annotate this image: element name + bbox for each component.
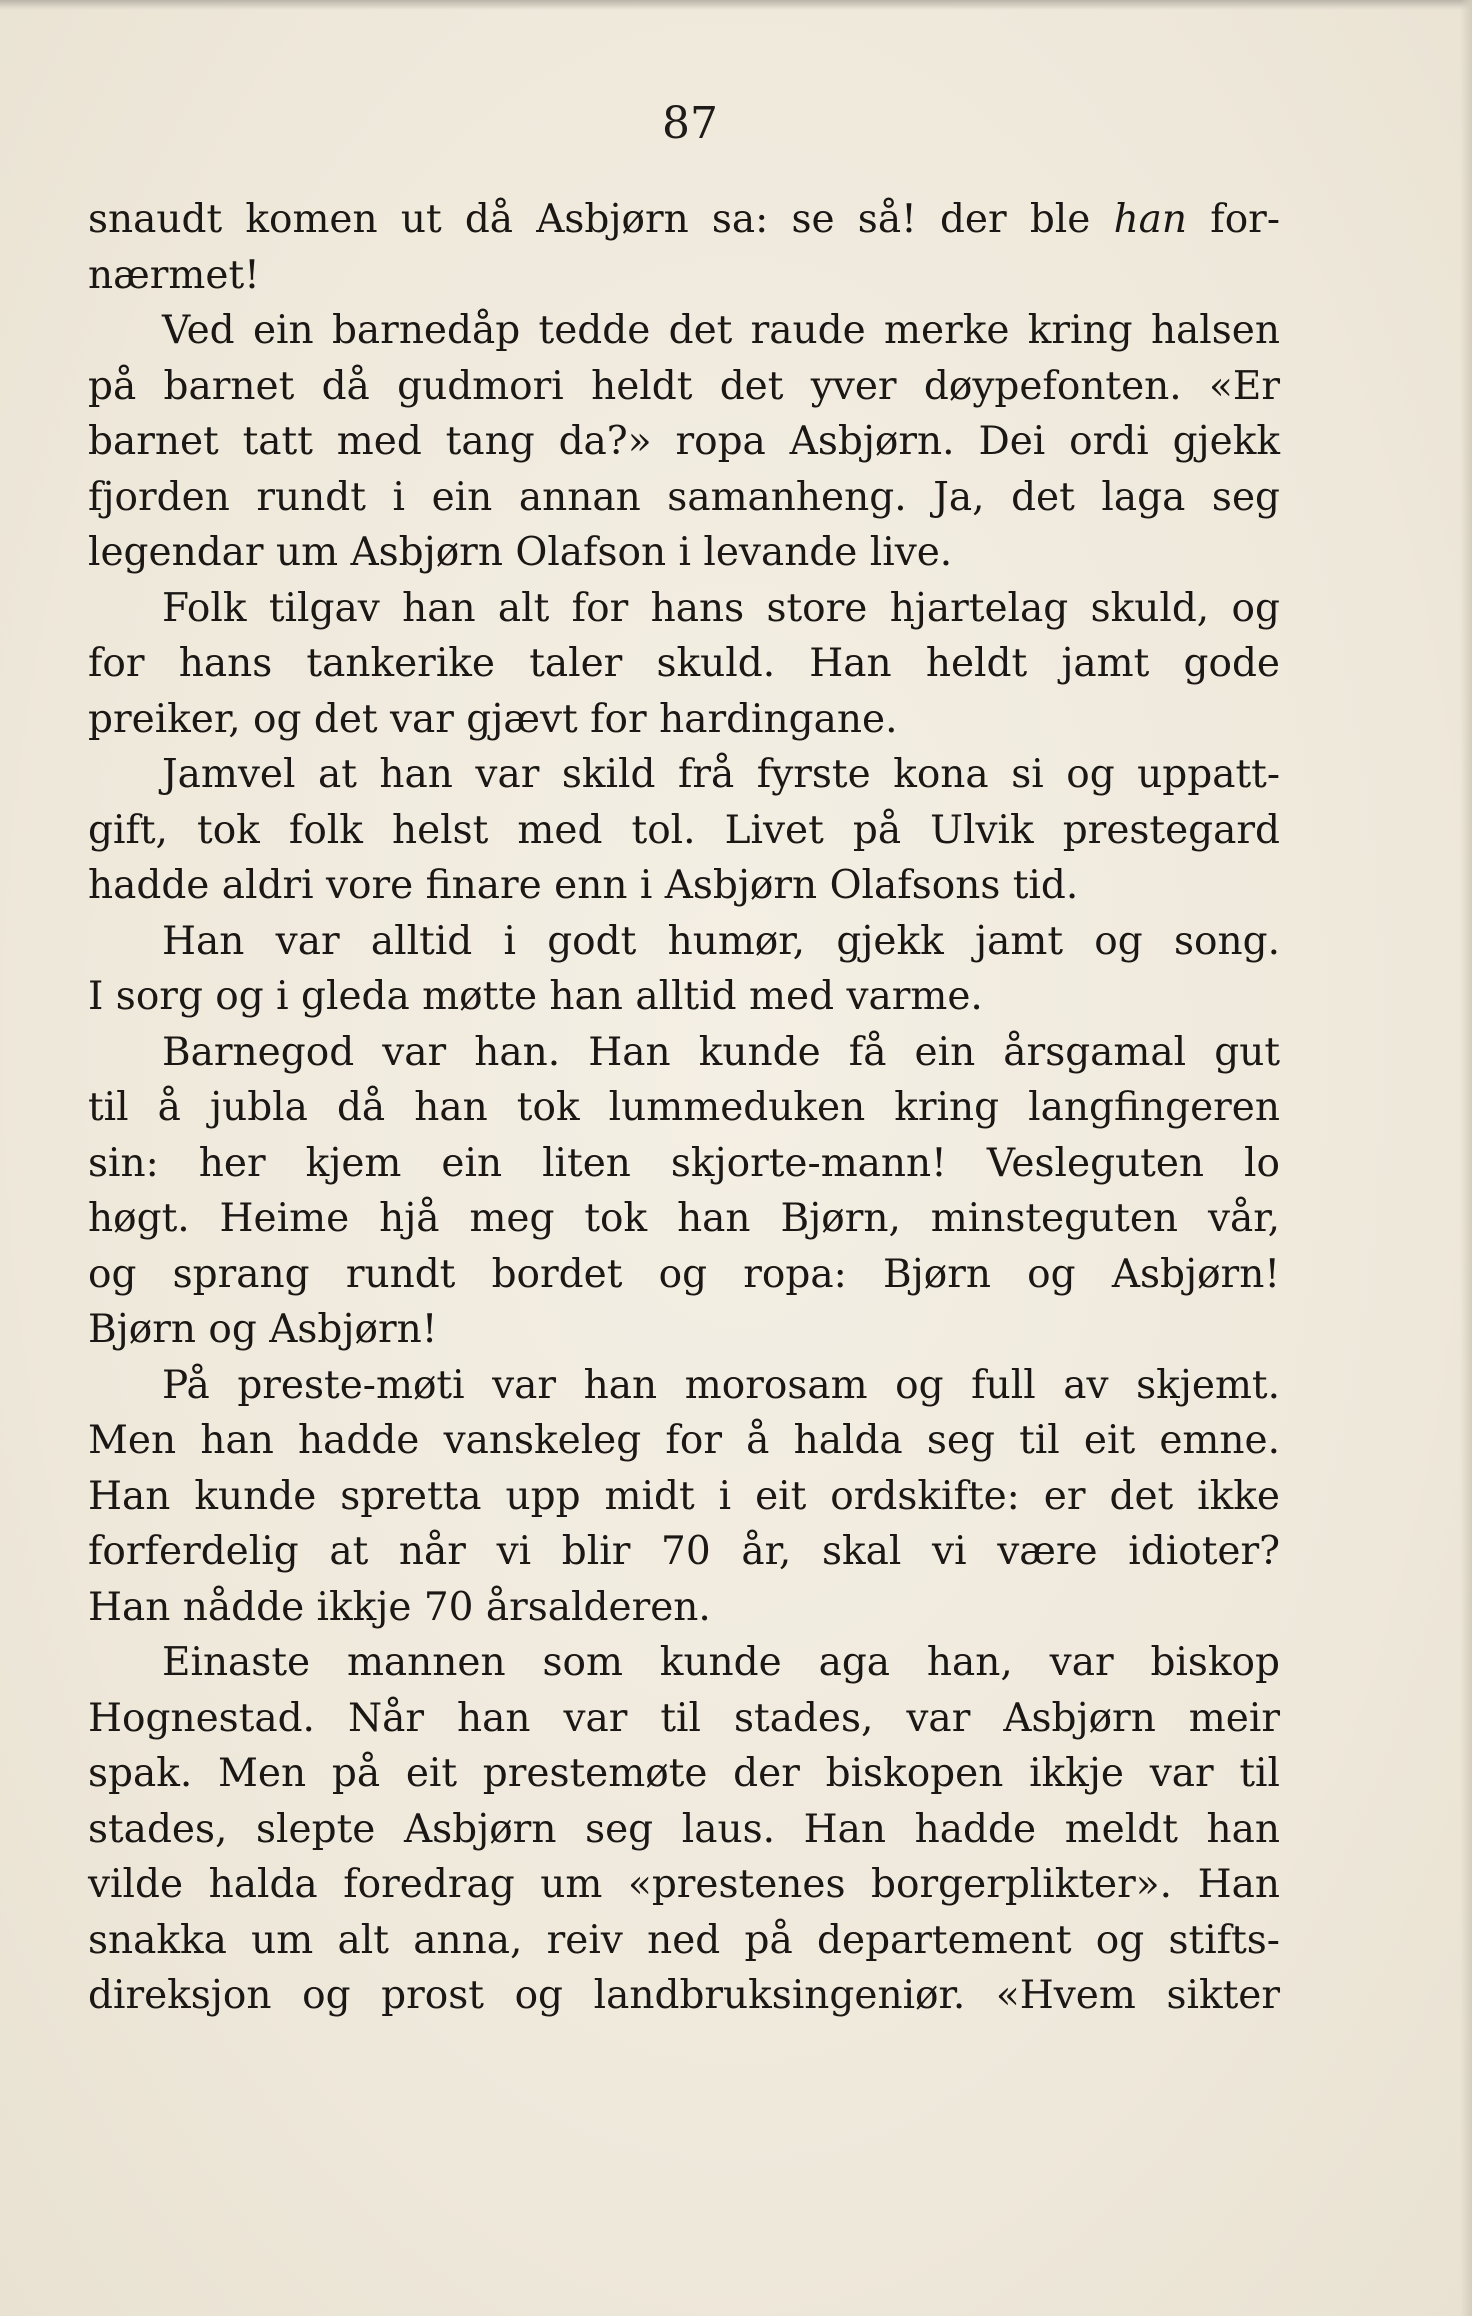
text-line — [88, 807, 1280, 853]
text-line-content: sin: her kjem ein liten skjorte-mann! Vesleguten lo — [88, 1140, 1280, 1186]
text-line — [162, 1640, 1280, 1685]
text-line-content: barnet tatt med tang da?» ropa Asbjørn. Dei ordi gjekk — [88, 419, 1280, 464]
text-line-content: fjorden rundt i ein annan samanheng. Ja, det laga seg — [88, 474, 1280, 520]
text-line — [88, 974, 983, 1019]
text-line — [88, 863, 1079, 908]
text-line-content: stades, slepte Asbjørn seg laus. Han hadde meldt han — [88, 1806, 1280, 1852]
text-line-content: hadde aldri vore finare enn i Asbjørn Olafsons tid. — [88, 863, 1079, 908]
text-line — [88, 1862, 1280, 1907]
text-line-content: Folk tilgav han alt for hans store hjartelag skuld, og — [162, 585, 1280, 631]
text-line-content: På preste-møti var han morosam og full av skjemt. — [162, 1362, 1280, 1408]
text-line-content: gift, tok folk helst med tol. Livet på Ulvik prestegard — [88, 807, 1280, 853]
text-line-continuation: for- — [1187, 197, 1280, 242]
text-line — [88, 1917, 1280, 1963]
text-line — [162, 752, 1280, 797]
text-line-content: Jamvel at han var skild frå fyrste kona si og uppatt- — [162, 752, 1280, 797]
text-line-content: Bjørn og Asbjørn! — [88, 1307, 438, 1352]
text-line-content: preiker, og det var gjævt for hardingane. — [88, 696, 898, 742]
text-line-content: Hognestad. Når han var til stades, var Asbjørn meir — [88, 1695, 1280, 1741]
page-top-edge — [0, 0, 1472, 10]
text-line — [88, 696, 898, 742]
text-line-content: spak. Men på eit prestemøte der biskopen ikkje var til — [88, 1751, 1280, 1796]
text-line — [88, 1473, 1280, 1519]
text-line-content: direksjon og prost og landbruksingeniør. «Hvem sikter — [88, 1973, 1280, 2018]
text-line — [88, 1140, 1280, 1186]
text-line-content: snakka um alt anna, reiv ned på departement og stifts- — [88, 1917, 1280, 1963]
text-line — [88, 1695, 1280, 1741]
text-line — [162, 1362, 1280, 1408]
text-line-content: I sorg og i gleda møtte han alltid med varme. — [88, 974, 983, 1019]
text-line-content: til å jubla då han tok lummeduken kring langfingeren — [88, 1085, 1280, 1130]
page-right-edge — [1460, 0, 1472, 2316]
text-line-content: legendar um Asbjørn Olafson i levande live. — [88, 530, 953, 575]
text-line-content: Einaste mannen som kunde aga han, var biskop — [162, 1640, 1280, 1685]
text-line-content: Han kunde spretta upp midt i eit ordskifte: er det ikke — [88, 1473, 1280, 1519]
text-line — [88, 197, 1280, 242]
text-line — [88, 1251, 1280, 1297]
text-line — [88, 1751, 1280, 1796]
text-line-content: nærmet! — [88, 252, 260, 298]
text-line-content: på barnet då gudmori heldt det yver døypefonten. «Er — [88, 363, 1280, 409]
text-line — [88, 1418, 1280, 1463]
text-line — [162, 308, 1280, 353]
text-line — [88, 419, 1280, 464]
text-line — [88, 1806, 1280, 1852]
text-line — [162, 1029, 1280, 1075]
text-line — [88, 530, 953, 575]
text-line — [88, 252, 260, 298]
text-line-content: Barnegod var han. Han kunde få ein årsgamal gut — [162, 1029, 1280, 1075]
text-line — [88, 1584, 711, 1630]
text-line-content: snaudt komen ut då Asbjørn sa: se så! der ble — [88, 197, 1114, 242]
text-line — [88, 641, 1280, 686]
text-line — [88, 363, 1280, 409]
text-line — [88, 1307, 438, 1352]
text-line — [88, 1973, 1280, 2018]
text-line-content: Ved ein barnedåp tedde det raude merke kring halsen — [162, 308, 1280, 353]
text-line — [88, 1085, 1280, 1130]
text-line-content: Han var alltid i godt humør, gjekk jamt og song. — [162, 918, 1280, 964]
text-line-content: for hans tankerike taler skuld. Han heldt jamt gode — [88, 641, 1280, 686]
italic-word: han — [1113, 197, 1188, 242]
text-line-content: Han nådde ikkje 70 årsalderen. — [88, 1584, 711, 1630]
text-line-content: Men han hadde vanskeleg for å halda seg til eit emne. — [88, 1418, 1280, 1463]
text-line — [162, 918, 1280, 964]
text-line-content: vilde halda foredrag um «prestenes borgerplikter». Han — [88, 1862, 1280, 1907]
text-line — [88, 1529, 1280, 1574]
text-line — [162, 585, 1280, 631]
text-line — [88, 474, 1280, 520]
page-number: 87 — [662, 98, 718, 149]
text-line-content: og sprang rundt bordet og ropa: Bjørn og Asbjørn! — [88, 1251, 1280, 1297]
text-line-content: høgt. Heime hjå meg tok han Bjørn, minsteguten vår, — [88, 1196, 1280, 1241]
text-line-content: forferdelig at når vi blir 70 år, skal vi være idioter? — [88, 1529, 1280, 1574]
text-line — [88, 1196, 1280, 1241]
